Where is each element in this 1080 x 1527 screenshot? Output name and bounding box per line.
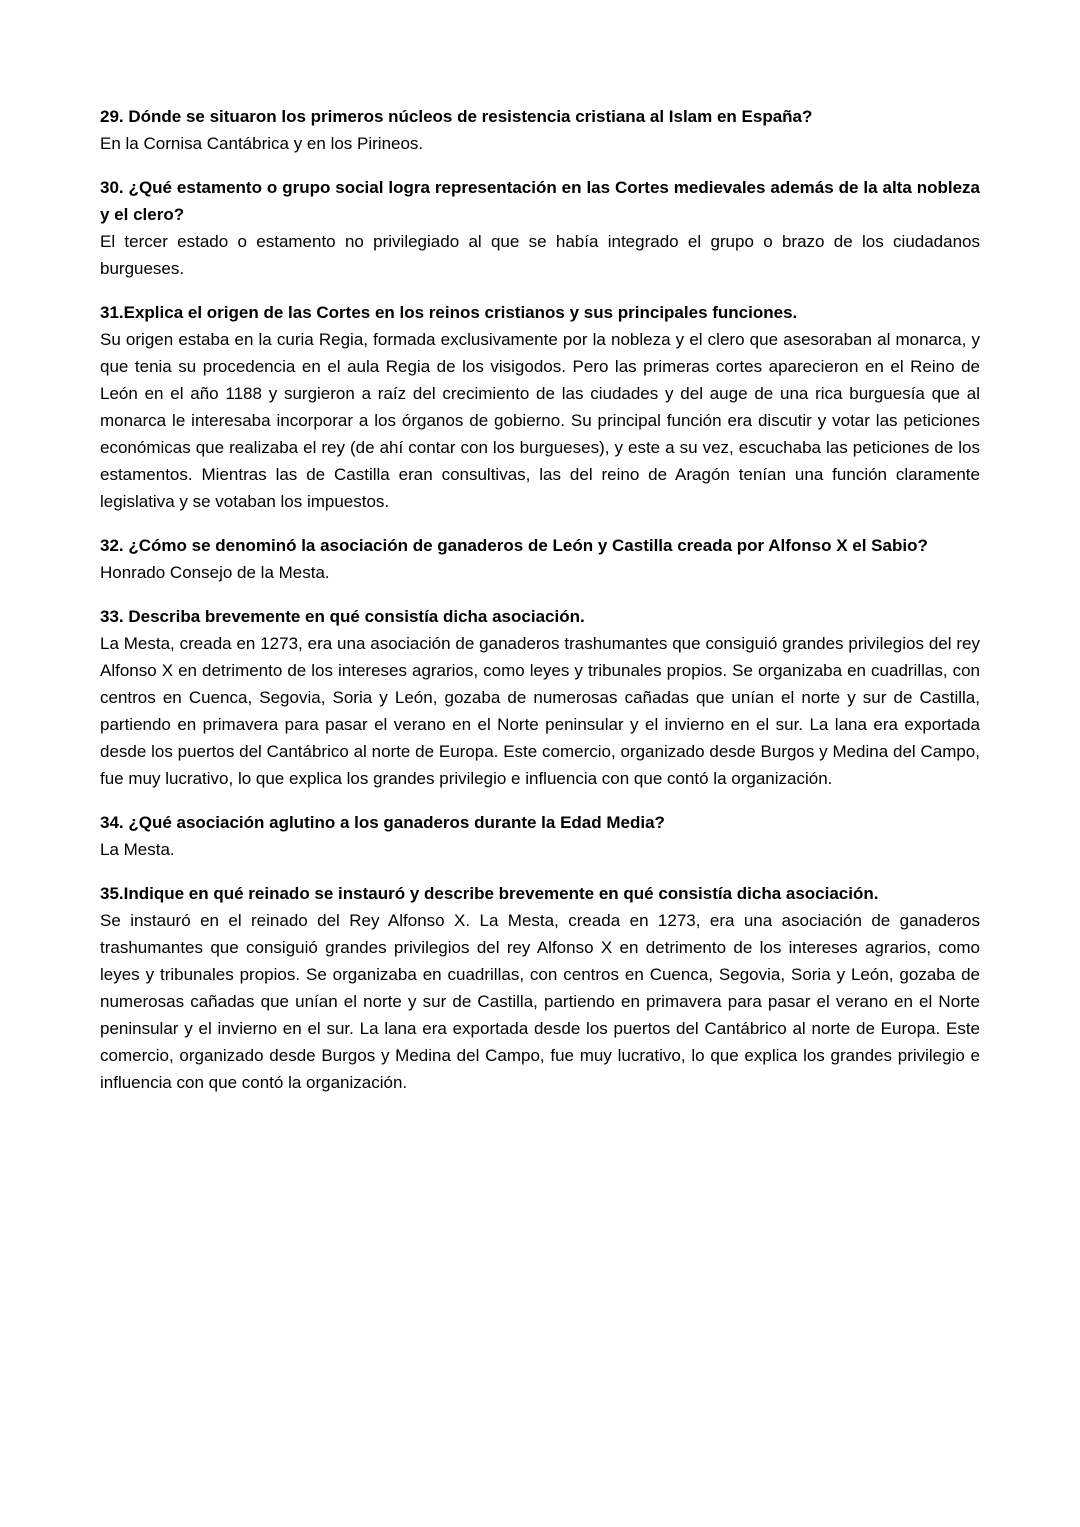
question-text: 33. Describa brevemente en qué consistía dicha asociación. — [100, 607, 585, 626]
question-text: 34. ¿Qué asociación aglutino a los ganaderos durante la Edad Media? — [100, 813, 665, 832]
qa-block-35 — [100, 880, 980, 1096]
question-text: 32. ¿Cómo se denominó la asociación de ganaderos de León y Castilla creada por Alfonso X el Sabio? — [100, 536, 928, 555]
qa-block-32 — [100, 532, 980, 586]
answer-text: En la Cornisa Cantábrica y en los Pirineos. — [100, 134, 424, 153]
answer-text: Se instauró en el reinado del Rey Alfonso X. La Mesta, creada en 1273, era una asociación de ganaderos trashumantes que consiguió grandes privilegios del rey Alfonso X en detrimento de los intereses agrarios, como leyes y tribunales propios. Se organizaba en cuadrillas, con centros en Cuenca, Segovia, Soria y León, gozaba de numerosas cañadas que unían el norte y sur de Castilla, partiendo en primavera para pasar el verano en el Norte peninsular y el invierno en el sur. La lana era exportada desde los puertos del Cantábrico al norte de Europa. Este comercio, organizado desde Burgos y Medina del Campo, fue muy lucrativo, lo que explica los grandes privilegio e influencia con que contó la organización. — [100, 911, 980, 1092]
qa-block-30 — [100, 174, 980, 282]
question-text: 31.Explica el origen de las Cortes en los reinos cristianos y sus principales funciones. — [100, 303, 798, 322]
qa-block-31 — [100, 299, 980, 515]
answer-text: El tercer estado o estamento no privilegiado al que se había integrado el grupo o brazo de los ciudadanos burgueses. — [100, 232, 980, 278]
answer-text: Su origen estaba en la curia Regia, formada exclusivamente por la nobleza y el clero que asesoraban al monarca, y que tenia su procedencia en el aula Regia de los visigodos. Pero las primeras cortes aparecieron en el Reino de León en el año 1188 y surgieron a raíz del crecimiento de las ciudades y del auge de una rica burguesía que al monarca le interesaba incorporar a los órganos de gobierno. Su principal función era discutir y votar las peticiones económicas que realizaba el rey (de ahí contar con los burgueses), y este a su vez, escuchaba las peticiones de los estamentos. Mientras las de Castilla eran consultivas, las del reino de Aragón tenían una función claramente legislativa y se votaban los impuestos. — [100, 330, 980, 511]
question-text: 30. ¿Qué estamento o grupo social logra representación en las Cortes medievales además de la alta nobleza y el clero? — [100, 178, 980, 224]
answer-text: La Mesta, creada en 1273, era una asociación de ganaderos trashumantes que consiguió grandes privilegios del rey Alfonso X en detrimento de los intereses agrarios, como leyes y tribunales propios. Se organizaba en cuadrillas, con centros en Cuenca, Segovia, Soria y León, gozaba de numerosas cañadas que unían el norte y sur de Castilla, partiendo en primavera para pasar el verano en el Norte peninsular y el invierno en el sur. La lana era exportada desde los puertos del Cantábrico al norte de Europa. Este comercio, organizado desde Burgos y Medina del Campo, fue muy lucrativo, lo que explica los grandes privilegio e influencia con que contó la organización. — [100, 634, 980, 788]
qa-block-33 — [100, 603, 980, 792]
answer-text: Honrado Consejo de la Mesta. — [100, 563, 330, 582]
qa-block-34 — [100, 809, 980, 863]
answer-text: La Mesta. — [100, 840, 175, 859]
question-text: 29. Dónde se situaron los primeros núcleos de resistencia cristiana al Islam en España? — [100, 107, 813, 126]
qa-block-29 — [100, 103, 980, 157]
question-text: 35.Indique en qué reinado se instauró y describe brevemente en qué consistía dicha asociación. — [100, 884, 879, 903]
